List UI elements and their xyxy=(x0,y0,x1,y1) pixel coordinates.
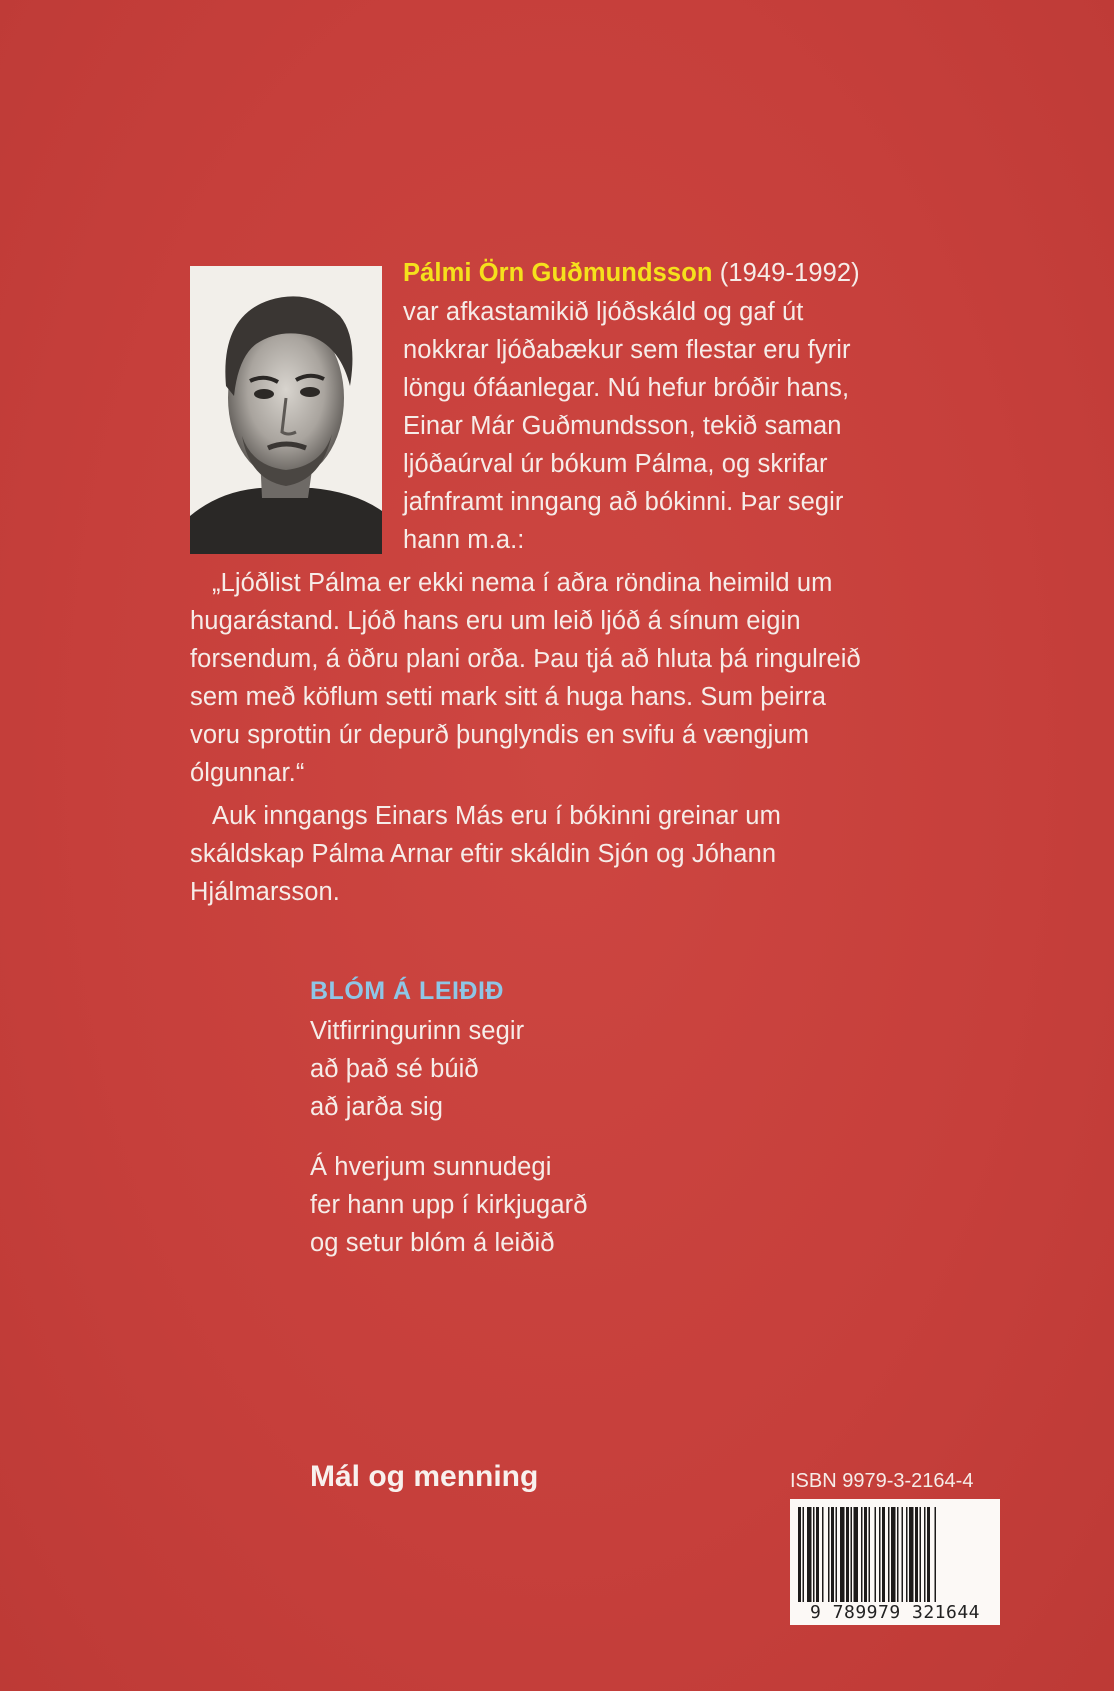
barcode-bar xyxy=(891,1507,896,1603)
extra-line: skáldskap Pálma Arnar eftir skáldin Sjón og Jóhann xyxy=(190,840,777,868)
barcode-bar xyxy=(846,1507,849,1603)
barcode-bar xyxy=(879,1507,881,1603)
barcode-bar xyxy=(836,1507,838,1603)
barcode-bar xyxy=(869,1507,871,1603)
quote-line: forsendum, á öðru plani orða. Þau tjá að hluta þá ringulreið xyxy=(190,645,861,673)
quote-line: hugarástand. Ljóð hans eru um leið ljóð á sínum eigin xyxy=(190,607,801,635)
barcode-bar xyxy=(906,1507,908,1603)
barcode-bar xyxy=(851,1507,853,1603)
barcode-bar xyxy=(902,1507,904,1603)
quote-line: sem með köflum setti mark sitt á huga hans. Sum þeirra xyxy=(190,683,827,711)
quote-line: voru sprottin úr depurð þunglyndis en svifu á vængjum xyxy=(190,721,810,749)
bio-line: nokkrar ljóðabækur sem flestar eru fyrir xyxy=(403,336,851,364)
bio-line: jafnframt inngang að bókinni. Þar segir xyxy=(403,488,844,516)
isbn-label: ISBN 9979-3-2164-4 xyxy=(790,1470,974,1492)
quote-line: „Ljóðlist Pálma er ekki nema í aðra röndina heimild um xyxy=(212,569,833,597)
barcode-bar xyxy=(813,1507,815,1603)
barcode-bar xyxy=(861,1507,863,1603)
poem-line: að það sé búið xyxy=(310,1055,479,1083)
author-photo xyxy=(190,266,382,554)
barcode-bar xyxy=(915,1507,918,1603)
publisher-name: Mál og menning xyxy=(310,1460,539,1493)
poem-line: fer hann upp í kirkjugarð xyxy=(310,1191,588,1219)
quote-line: ólgunnar.“ xyxy=(190,759,305,787)
barcode-bar xyxy=(897,1507,899,1603)
barcode-bar xyxy=(924,1507,926,1603)
extra-line: Auk inngangs Einars Más eru í bókinni greinar um xyxy=(212,802,781,830)
barcode-digits: 9 789979 321644 xyxy=(790,1602,1000,1623)
barcode-bar xyxy=(854,1507,859,1603)
poem-line: Vitfirringurinn segir xyxy=(310,1017,525,1045)
barcode-bar xyxy=(875,1507,877,1603)
barcode xyxy=(790,1499,1000,1625)
extra-line: Hjálmarsson. xyxy=(190,878,340,906)
barcode-bar xyxy=(935,1507,937,1603)
isbn-block xyxy=(790,1470,1000,1625)
barcode-bar xyxy=(798,1507,801,1603)
bio-line: var afkastamikið ljóðskáld og gaf út xyxy=(403,298,804,326)
bio-line: löngu ófáanlegar. Nú hefur bróðir hans, xyxy=(403,374,850,402)
bio-line: ljóðaúrval úr bókum Pálma, og skrifar xyxy=(403,450,828,478)
bio-line: Einar Már Guðmundsson, tekið saman xyxy=(403,412,842,440)
barcode-bar xyxy=(803,1507,805,1603)
barcode-bar xyxy=(840,1507,845,1603)
author-name: Pálmi Örn Guðmundsson xyxy=(403,259,713,287)
barcode-bar xyxy=(888,1507,890,1603)
barcode-bar xyxy=(920,1507,922,1603)
bio-line: hann m.a.: xyxy=(403,526,525,554)
poem-title: BLÓM Á LEIÐIÐ xyxy=(310,977,504,1005)
barcode-bar xyxy=(822,1507,824,1603)
barcode-bar xyxy=(909,1507,914,1603)
barcode-bar xyxy=(816,1507,819,1603)
poem-line: og setur blóm á leiðið xyxy=(310,1229,555,1257)
poem-line: að jarða sig xyxy=(310,1093,444,1121)
barcode-bar xyxy=(828,1507,830,1603)
author-years: (1949-1992) xyxy=(712,259,860,287)
barcode-bar xyxy=(882,1507,885,1603)
barcode-bar xyxy=(927,1507,930,1603)
poem-line: Á hverjum sunnudegi xyxy=(310,1153,552,1181)
barcode-bar xyxy=(807,1507,812,1603)
barcode-bar xyxy=(831,1507,834,1603)
barcode-bar xyxy=(864,1507,867,1603)
bio-heading-line xyxy=(403,258,860,288)
